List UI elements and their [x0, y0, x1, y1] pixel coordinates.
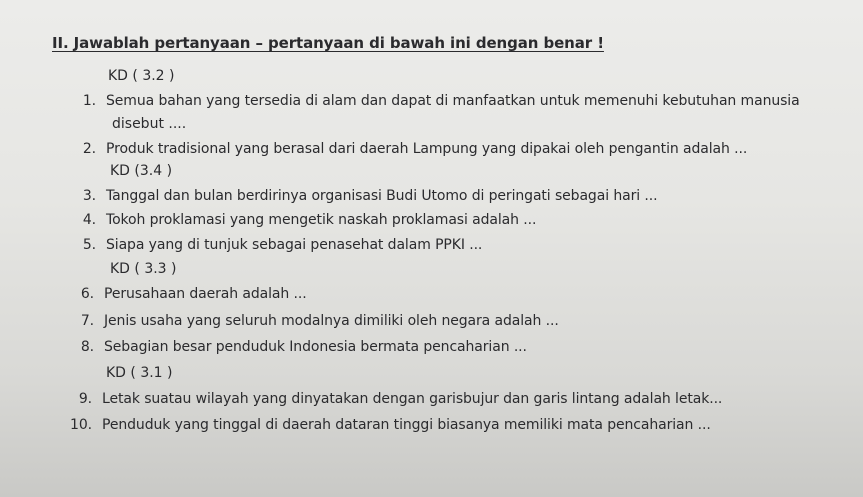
question-text: Sebagian besar penduduk Indonesia bermata pencaharian ...: [104, 339, 527, 355]
question-5: [56, 237, 846, 257]
question-8: [54, 339, 844, 359]
kd-label-3-2: KD ( 3.2 ): [108, 68, 175, 84]
question-number: 7.: [80, 313, 94, 329]
question-text: Letak suatau wilayah yang dinyatakan dengan garisbujur dan garis lintang adalah letak...: [102, 391, 723, 407]
question-7: [54, 313, 844, 333]
question-number: 1.: [82, 93, 96, 109]
question-1: [56, 93, 846, 113]
question-text: Penduduk yang tinggal di daerah dataran tinggi biasanya memiliki mata pencaharian ...: [102, 417, 711, 433]
question-text: Semua bahan yang tersedia di alam dan dapat di manfaatkan untuk memenuhi kebutuhan manusia: [106, 93, 800, 109]
question-text: Tanggal dan bulan berdirinya organisasi Budi Utomo di peringati sebagai hari ...: [106, 188, 658, 204]
question-text: Jenis usaha yang seluruh modalnya dimiliki oleh negara adalah ...: [104, 313, 559, 329]
question-number: 2.: [82, 141, 96, 157]
question-number: 4.: [82, 212, 96, 228]
question-1-continuation: disebut ....: [112, 116, 187, 132]
kd-label-3-3: KD ( 3.3 ): [110, 261, 177, 277]
question-number: 6.: [80, 286, 94, 302]
question-text: Siapa yang di tunjuk sebagai penasehat dalam PPKI ...: [106, 237, 483, 253]
question-text: Produk tradisional yang berasal dari daerah Lampung yang dipakai oleh pengantin adalah ...: [106, 141, 748, 157]
question-text: Tokoh proklamasi yang mengetik naskah proklamasi adalah ...: [106, 212, 537, 228]
question-4: [56, 212, 846, 232]
question-number: 8.: [80, 339, 94, 355]
question-number: 10.: [70, 417, 92, 433]
kd-label-3-1: KD ( 3.1 ): [106, 365, 173, 381]
question-9: [52, 391, 842, 411]
question-number: 3.: [82, 188, 96, 204]
question-10: [52, 417, 842, 437]
question-6: [54, 286, 844, 306]
question-text: Perusahaan daerah adalah ...: [104, 286, 307, 302]
kd-label-3-4: KD (3.4 ): [110, 163, 173, 179]
question-number: 5.: [82, 237, 96, 253]
question-2: [56, 141, 846, 161]
question-number: 9.: [78, 391, 92, 407]
section-heading: II. Jawablah pertanyaan – pertanyaan di bawah ini dengan benar !: [52, 34, 604, 52]
question-3: [56, 188, 846, 208]
